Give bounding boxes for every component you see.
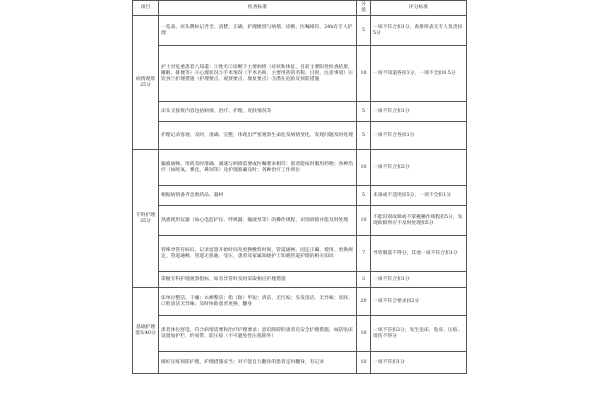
row-score: 3 — [357, 272, 371, 288]
row-standard: 一项不符合扣1分 — [371, 272, 467, 288]
row-score: 7 — [357, 236, 371, 272]
inspection-table — [132, 0, 467, 374]
row-score: 10 — [357, 352, 371, 374]
row-content: 患者体位舒适，符合病情需要和治疗护理要求；意识障碍的患者有安全护理措施，如防坠床设置加护栏、约束带、防压疮（不可避免性压疮除外） — [159, 316, 357, 352]
table-row — [133, 316, 467, 352]
table-row — [133, 102, 467, 122]
section-name: 病情观察25分 — [133, 16, 159, 150]
row-standard: 导管脱落不得分，其他一项不符合扣1分 — [371, 236, 467, 272]
table-row — [133, 122, 467, 150]
header-standard: 评分标准 — [371, 1, 467, 16]
row-score: 10 — [357, 150, 371, 186]
row-content: 特殊导管有标识，记录留置开始时间及更换敷料时间，管道通畅，固定正确，使用、更换规定，管道通畅，管道无扭曲、受压，患者及家属知晓护士知晓管道护理的相关知识 — [159, 236, 357, 272]
row-standard: 一项不知道各扣1分，一项不全扣0.5分 — [371, 46, 467, 102]
section-name: 基础护理落实40分 — [133, 288, 159, 374]
table-row — [133, 206, 467, 236]
row-score: 10 — [357, 46, 371, 102]
row-content: 护理记录客观、及时、准确、完整，体现出严密观察生命征及病情变化、发现问题及时处理 — [159, 122, 357, 150]
row-standard: 不能识别故障或不掌握操作规程扣5分，发现故障到应不及时处理扣5分 — [371, 206, 467, 236]
row-content: 一览表、床头牌标记齐全、清楚、正确，护理级别与病情、诊断、医嘱相符，24h有专人护理 — [159, 16, 357, 46]
row-content: 做好压疮预防护理，护理措施妥当；对不能自行翻身的患者定时翻身，有记录 — [159, 352, 357, 374]
row-content: 输液通畅，用药及时准确，滴速与病情需要或医嘱要求相符；患者能按时服用药物；各种治疗（如吸氧、雾化、鼻饲等）及护理准确及时；各种治疗工作到位 — [159, 150, 357, 186]
document-sheet — [132, 0, 466, 400]
row-standard: 一项不符合要求扣2分 — [371, 288, 467, 316]
header-row — [133, 1, 467, 16]
section-name: 专科护理35分 — [133, 150, 159, 288]
header-content: 检查标准 — [159, 1, 357, 16]
row-content: 熟悉现用仪器（如心电监护仪、呼吸器、输液泵等）的操作规程，识别故障并能及时处理 — [159, 206, 357, 236]
row-score: 20 — [357, 288, 371, 316]
row-standard: 一项不符合扣1分 — [371, 102, 467, 122]
row-standard: 一项不符合扣2分 — [371, 150, 467, 186]
row-score: 5 — [357, 122, 371, 150]
table-row — [133, 272, 467, 288]
table-row — [133, 236, 467, 272]
row-content: 护士对危重患者八知道：①姓名②诊断③主要病情（症状和体征，目前主要阳性检查结果，睡眠、排便等）④心理状况⑤手术情况（手术名称、主要用药的名称、目的、注意事项）⑥饮食⑦护理措施（护理要点、观察要点、康复要点）⑧潜在危险及预防措施 — [159, 46, 357, 102]
table-row — [133, 288, 467, 316]
table-row — [133, 150, 467, 186]
row-score: 5 — [357, 186, 371, 206]
row-content: 床头交接班内容包括病情、治疗、护理、皮肤情况等 — [159, 102, 357, 122]
row-standard: 一项不符合扣1分，查排班表无专人负责扣5分 — [371, 16, 467, 46]
row-content: 掌握专科护理观察指标，如有异常时及时采取相应护理措施 — [159, 272, 357, 288]
table-row — [133, 352, 467, 374]
table-row — [133, 186, 467, 206]
row-score: 5 — [357, 16, 371, 46]
row-score: 10 — [357, 316, 371, 352]
row-standard: 一项不符合各扣1分 — [371, 122, 467, 150]
header-item: 项目 — [133, 1, 159, 16]
table-row — [133, 16, 467, 46]
row-standard: 一项不符扣1分 — [371, 352, 467, 374]
table-row — [133, 46, 467, 102]
row-content: 根据病情备齐急救药品、器材 — [159, 186, 357, 206]
row-content: 床单位整洁、干燥；衣裤整洁；指（趾）甲短；清洁、无污垢；头发清洁，无异味；皮肤、口腔清洁无异味；及时协助患者更换、翻身 — [159, 288, 357, 316]
row-score: 5 — [357, 102, 371, 122]
header-score: 分值 — [357, 1, 371, 16]
row-standard: 一项不符扣2分，发生坠床、坠床、压疮、烫伤不得分 — [371, 316, 467, 352]
row-standard: 未备或不适用扣5分，一项不全扣1分 — [371, 186, 467, 206]
row-score: 10 — [357, 206, 371, 236]
